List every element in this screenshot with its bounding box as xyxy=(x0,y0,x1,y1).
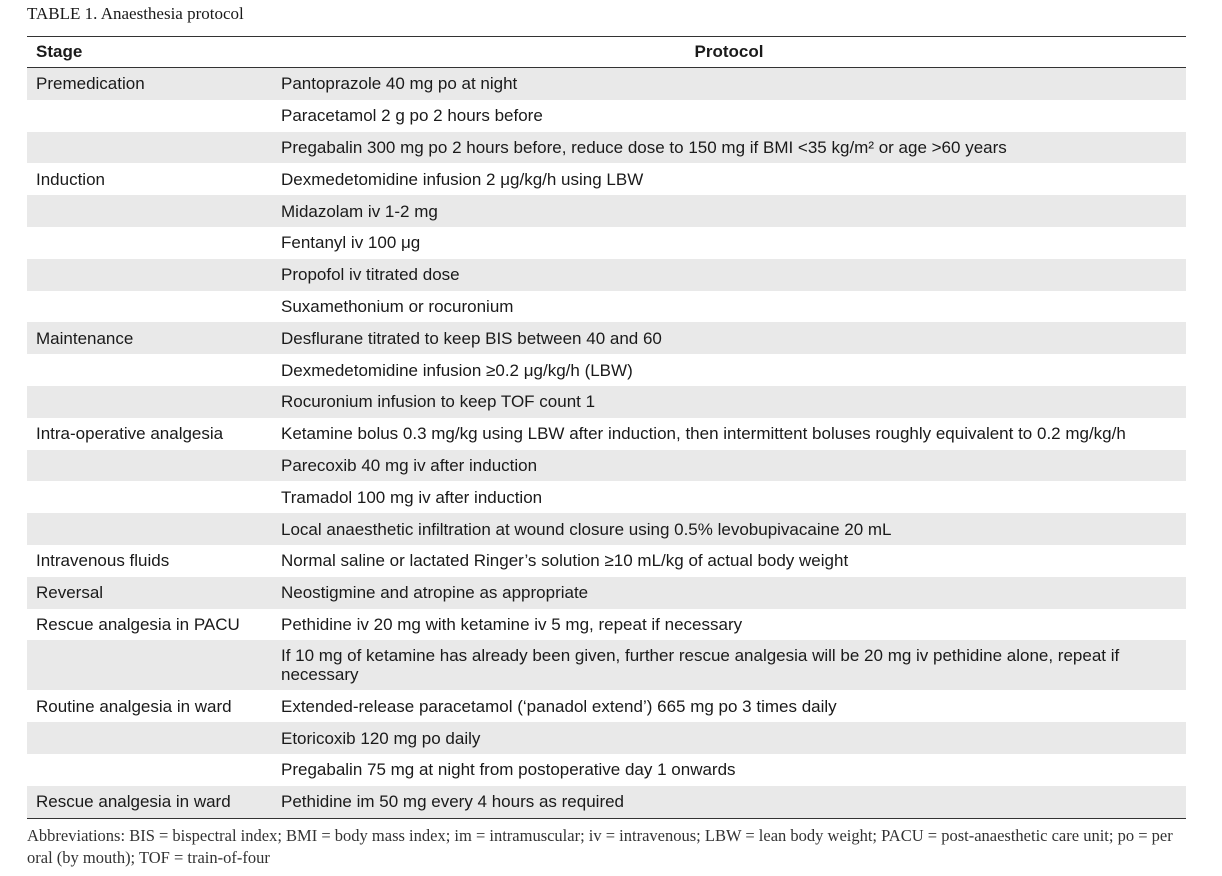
stage-cell xyxy=(27,640,272,690)
header-row xyxy=(27,37,1186,68)
table-row xyxy=(27,513,1186,545)
protocol-cell: Dexmedetomidine infusion ≥0.2 μg/kg/h (LBW) xyxy=(281,360,633,380)
protocol-cell: Rocuronium infusion to keep TOF count 1 xyxy=(272,386,1186,418)
table-row xyxy=(27,68,1186,100)
table-row xyxy=(27,195,1186,227)
protocol-cell: Tramadol 100 mg iv after induction xyxy=(281,487,543,507)
table-row xyxy=(27,545,1186,577)
stage-cell: Maintenance xyxy=(27,322,272,354)
stage-cell xyxy=(27,481,272,513)
table-row xyxy=(27,577,1186,609)
protocol-cell: Pethidine im 50 mg every 4 hours as required xyxy=(272,786,1186,818)
protocol-cell: Pregabalin 300 mg po 2 hours before, reduce dose to 150 mg if BMI <35 kg/m² or age >60 years xyxy=(272,132,1186,164)
stage-cell xyxy=(27,259,272,291)
protocol-cell: Suxamethonium or rocuronium xyxy=(281,296,514,316)
stage-cell: Premedication xyxy=(27,68,272,100)
stage-cell: Reversal xyxy=(27,577,272,609)
table-row xyxy=(27,450,1186,482)
table-row xyxy=(27,259,1186,291)
table-row xyxy=(27,786,1186,818)
table-row xyxy=(27,227,1186,259)
protocol-cell: Propofol iv titrated dose xyxy=(272,259,1186,291)
stage-cell xyxy=(27,354,272,386)
protocol-cell: Fentanyl iv 100 μg xyxy=(281,233,421,253)
stage-cell xyxy=(27,195,272,227)
stage-cell: Rescue analgesia in PACU xyxy=(36,614,240,634)
protocol-cell: Pantoprazole 40 mg po at night xyxy=(272,68,1186,100)
stage-cell: Routine analgesia in ward xyxy=(36,696,232,716)
protocol-cell: Midazolam iv 1-2 mg xyxy=(272,195,1186,227)
protocol-cell: Desflurane titrated to keep BIS between 40 and 60 xyxy=(272,322,1186,354)
table-row xyxy=(27,690,1186,722)
table-row xyxy=(27,481,1186,513)
table-row xyxy=(27,132,1186,164)
table-row xyxy=(27,609,1186,641)
protocol-cell: Normal saline or lactated Ringer’s solution ≥10 mL/kg of actual body weight xyxy=(281,551,849,571)
protocol-cell: Extended-release paracetamol (‘panadol extend’) 665 mg po 3 times daily xyxy=(281,696,837,716)
abbreviations-footnote: Abbreviations: BIS = bispectral index; BMI = body mass index; im = intramuscular; iv = intravenous; LBW = lean body weight; PACU = post-anaesthetic care unit; po = per oral (by mouth); TOF = train-of-four xyxy=(27,826,1173,867)
stage-cell: Induction xyxy=(36,169,105,189)
table-header xyxy=(27,37,1186,68)
header-stage: Stage xyxy=(27,37,272,68)
table-row xyxy=(27,640,1186,690)
protocol-cell: Local anaesthetic infiltration at wound closure using 0.5% levobupivacaine 20 mL xyxy=(272,513,1186,545)
protocol-cell: Parecoxib 40 mg iv after induction xyxy=(272,450,1186,482)
table-caption: TABLE 1. Anaesthesia protocol xyxy=(27,4,244,23)
stage-cell xyxy=(27,386,272,418)
protocol-table xyxy=(27,36,1186,819)
protocol-cell: Ketamine bolus 0.3 mg/kg using LBW after induction, then intermittent boluses roughly equivalent to 0.2 mg/kg/h xyxy=(281,424,1126,444)
table-row xyxy=(27,354,1186,386)
stage-cell xyxy=(27,132,272,164)
stage-cell xyxy=(27,100,272,132)
header-protocol: Protocol xyxy=(272,37,1186,68)
table-row xyxy=(27,163,1186,195)
protocol-cell: Pethidine iv 20 mg with ketamine iv 5 mg, repeat if necessary xyxy=(281,614,743,634)
stage-cell: Intra-operative analgesia xyxy=(36,424,224,444)
stage-cell xyxy=(27,513,272,545)
protocol-cell: Dexmedetomidine infusion 2 μg/kg/h using LBW xyxy=(281,169,644,189)
protocol-table-container xyxy=(27,36,1186,819)
protocol-cell: Paracetamol 2 g po 2 hours before xyxy=(281,106,543,126)
stage-cell: Rescue analgesia in ward xyxy=(27,786,272,818)
table-body xyxy=(27,68,1186,819)
protocol-cell: Pregabalin 75 mg at night from postoperative day 1 onwards xyxy=(281,760,736,780)
table-row xyxy=(27,386,1186,418)
protocol-cell: Neostigmine and atropine as appropriate xyxy=(272,577,1186,609)
table-row xyxy=(27,418,1186,450)
table-row xyxy=(27,322,1186,354)
stage-cell xyxy=(27,227,272,259)
stage-cell xyxy=(27,754,272,786)
table-row xyxy=(27,722,1186,754)
stage-cell xyxy=(27,722,272,754)
protocol-cell: Etoricoxib 120 mg po daily xyxy=(272,722,1186,754)
stage-cell xyxy=(27,450,272,482)
table-row xyxy=(27,754,1186,786)
stage-cell xyxy=(27,291,272,323)
protocol-cell: If 10 mg of ketamine has already been given, further rescue analgesia will be 20 mg iv pethidine alone, repeat if necessary xyxy=(272,640,1186,690)
stage-cell: Intravenous fluids xyxy=(36,551,170,571)
table-row xyxy=(27,291,1186,323)
table-row xyxy=(27,100,1186,132)
